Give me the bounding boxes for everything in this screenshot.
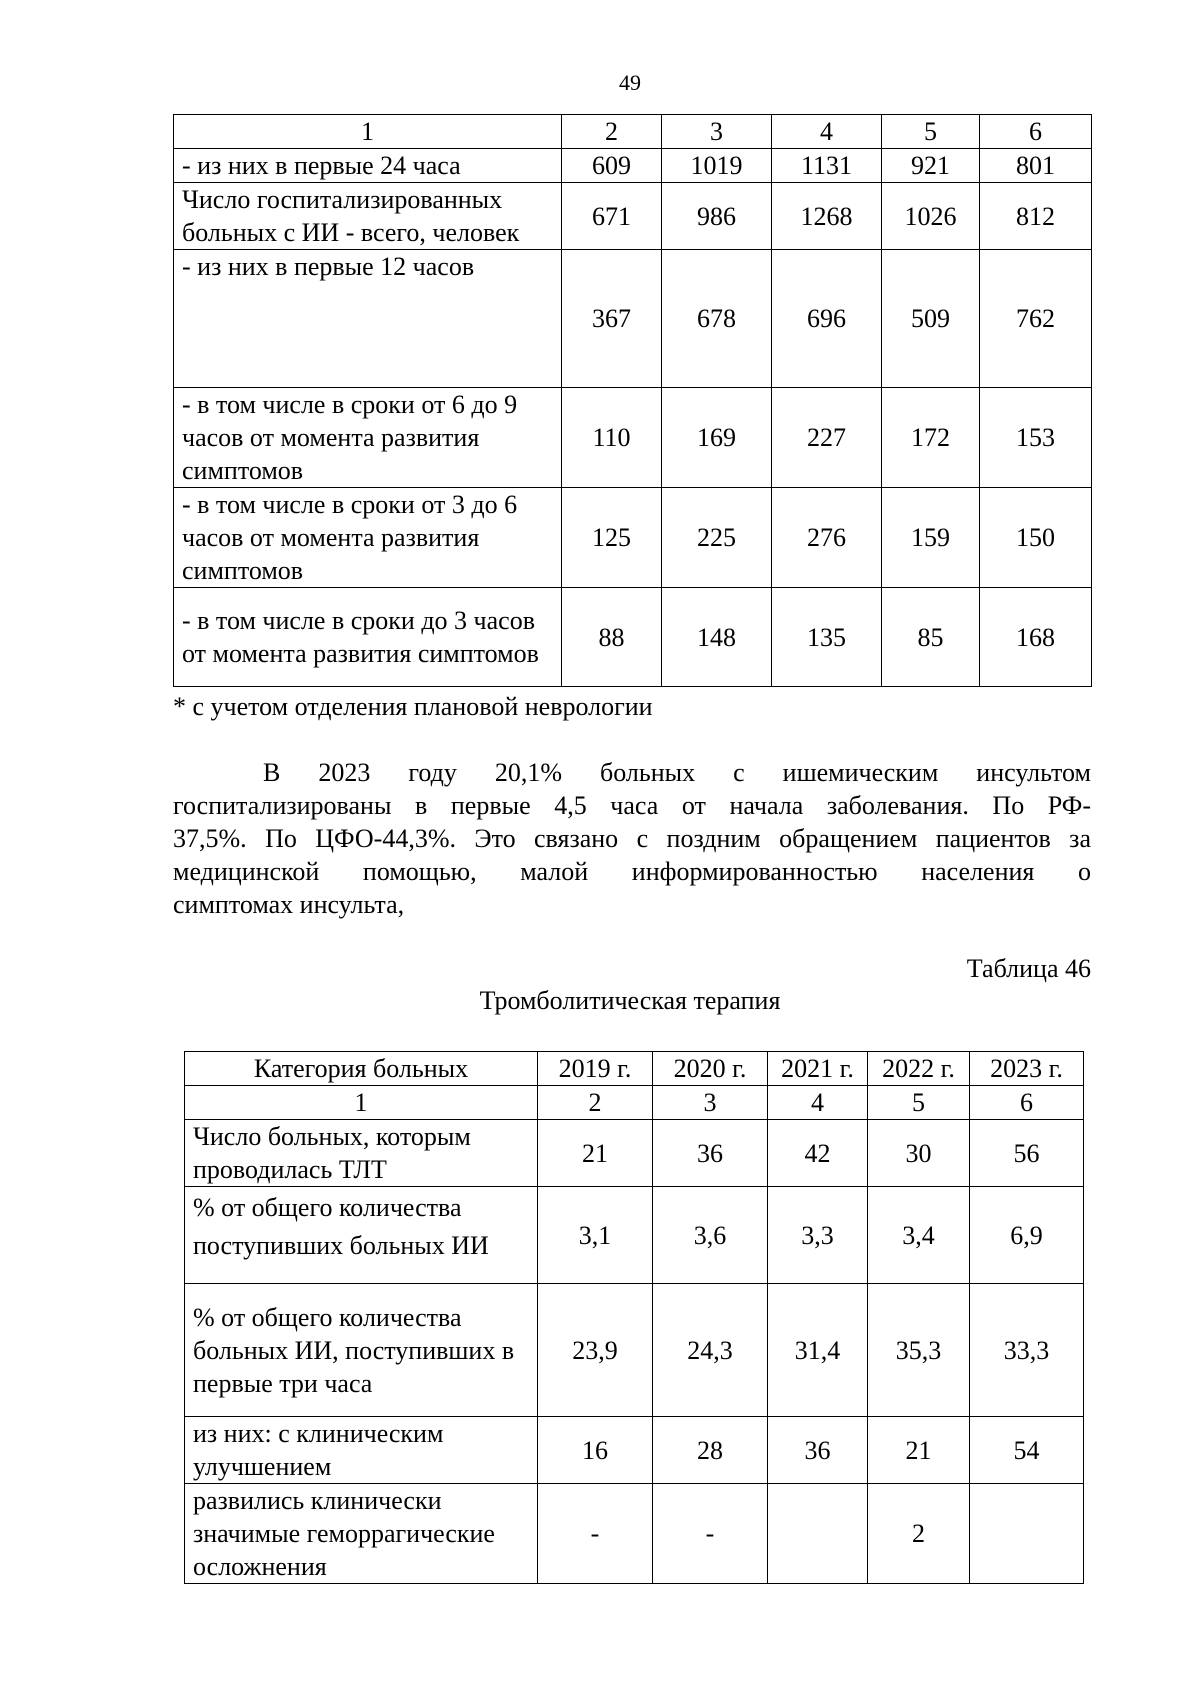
row-label: из них: с клиническим улучшением — [185, 1417, 538, 1484]
table-row — [174, 488, 1092, 588]
table-cell: 36 — [653, 1120, 768, 1187]
table-row — [185, 1120, 1084, 1187]
table-cell: 1026 — [882, 183, 980, 250]
table-cell: 812 — [980, 183, 1092, 250]
paragraph-line: госпитализированы в первые 4,5 часа от начала заболевания. По РФ- — [173, 791, 1091, 820]
table-cell: 276 — [772, 488, 882, 588]
column-number: 2 — [562, 115, 662, 149]
table-cell — [768, 1484, 868, 1584]
table-cell: 3,6 — [653, 1187, 768, 1284]
paragraph-line: симптомах инсульта, — [173, 890, 405, 919]
row-label: - в том числе в сроки до 3 часов от момента развития симптомов — [174, 588, 562, 687]
table-cell: 135 — [772, 588, 882, 687]
table-cell: 3,4 — [868, 1187, 970, 1284]
table-row — [174, 250, 1092, 388]
column-header: 2021 г. — [768, 1052, 868, 1086]
page-number: 49 — [619, 70, 641, 95]
row-label: - в том числе в сроки от 6 до 9 часов от момента развития симптомов — [174, 388, 562, 488]
table-row — [174, 183, 1092, 250]
table-cell — [970, 1484, 1084, 1584]
table-cell: 159 — [882, 488, 980, 588]
table-cell: 36 — [768, 1417, 868, 1484]
table-cell: 85 — [882, 588, 980, 687]
table-cell: 3,1 — [538, 1187, 653, 1284]
table-cell: 169 — [662, 388, 772, 488]
table-cell: 762 — [980, 250, 1092, 388]
table-index-row — [185, 1086, 1084, 1120]
table-cell: 801 — [980, 149, 1092, 183]
table-cell: 6,9 — [970, 1187, 1084, 1284]
table-cell: 110 — [562, 388, 662, 488]
paragraph-line: В 2023 году 20,1% больных с ишемическим инсультом — [263, 758, 1091, 787]
paragraph-line: 37,5%. По ЦФО-44,3%. Это связано с поздним обращением пациентов за — [173, 824, 1091, 853]
table-cell: 35,3 — [868, 1284, 970, 1417]
row-label: - в том числе в сроки от 3 до 6 часов от момента развития симптомов — [174, 488, 562, 588]
row-label: Число госпитализированных больных с ИИ - всего, человек — [174, 183, 562, 250]
row-label: % от общего количества поступивших больных ИИ — [185, 1187, 538, 1284]
column-header: 2022 г. — [868, 1052, 970, 1086]
table-cell: 986 — [662, 183, 772, 250]
table-cell: 30 — [868, 1120, 970, 1187]
table-header-row — [174, 115, 1092, 149]
table-row — [174, 588, 1092, 687]
table-cell: 153 — [980, 388, 1092, 488]
table-cell: 168 — [980, 588, 1092, 687]
table-cell: 609 — [562, 149, 662, 183]
row-label: Число больных, которым проводилась ТЛТ — [185, 1120, 538, 1187]
column-number: 5 — [868, 1086, 970, 1120]
column-number: 2 — [538, 1086, 653, 1120]
table-cell: 42 — [768, 1120, 868, 1187]
column-header: 2020 г. — [653, 1052, 768, 1086]
table-cell: 54 — [970, 1417, 1084, 1484]
table-cell: 696 — [772, 250, 882, 388]
column-header: 2019 г. — [538, 1052, 653, 1086]
table-row — [174, 388, 1092, 488]
table-cell: 1131 — [772, 149, 882, 183]
table-cell: 23,9 — [538, 1284, 653, 1417]
table-cell: 2 — [868, 1484, 970, 1584]
table-cell: 671 — [562, 183, 662, 250]
table-cell: 1268 — [772, 183, 882, 250]
column-number: 1 — [174, 115, 562, 149]
table-cell: 509 — [882, 250, 980, 388]
column-header: 2023 г. — [970, 1052, 1084, 1086]
table-row — [185, 1417, 1084, 1484]
row-label: % от общего количества больных ИИ, поступивших в первые три часа — [185, 1284, 538, 1417]
table-cell: 227 — [772, 388, 882, 488]
table-cell: 88 — [562, 588, 662, 687]
column-number: 6 — [970, 1086, 1084, 1120]
table-cell: 172 — [882, 388, 980, 488]
table-cell: 678 — [662, 250, 772, 388]
table-cell: 367 — [562, 250, 662, 388]
table-cell: 28 — [653, 1417, 768, 1484]
table-cell: - — [538, 1484, 653, 1584]
column-header: Категория больных — [185, 1052, 538, 1086]
thrombolytic-therapy-table — [184, 1051, 1084, 1584]
table-footnote: * с учетом отделения плановой неврологии — [173, 692, 653, 721]
table-cell: 125 — [562, 488, 662, 588]
column-number: 4 — [768, 1086, 868, 1120]
row-label: развились клинически значимые геморрагические осложнения — [185, 1484, 538, 1584]
column-number: 4 — [772, 115, 882, 149]
table-cell: 33,3 — [970, 1284, 1084, 1417]
table-title: Тромболитическая терапия — [479, 986, 781, 1015]
column-number: 1 — [185, 1086, 538, 1120]
table-cell: 21 — [538, 1120, 653, 1187]
table-cell: 150 — [980, 488, 1092, 588]
column-number: 3 — [653, 1086, 768, 1120]
row-label: - из них в первые 24 часа — [174, 149, 562, 183]
column-number: 5 — [882, 115, 980, 149]
table-cell: 16 — [538, 1417, 653, 1484]
table-cell: 1019 — [662, 149, 772, 183]
table-row — [185, 1187, 1084, 1284]
column-number: 6 — [980, 115, 1092, 149]
table-row — [174, 149, 1092, 183]
table-cell: 3,3 — [768, 1187, 868, 1284]
table-cell: 225 — [662, 488, 772, 588]
row-label: - из них в первые 12 часов — [174, 250, 562, 388]
body-paragraph — [173, 756, 1091, 921]
stroke-hospitalization-table — [173, 114, 1092, 687]
table-cell: 31,4 — [768, 1284, 868, 1417]
table-header-row — [185, 1052, 1084, 1086]
table-cell: 24,3 — [653, 1284, 768, 1417]
table-cell: - — [653, 1484, 768, 1584]
paragraph-line: медицинской помощью, малой информированностью населения о — [173, 857, 1091, 886]
table-cell: 921 — [882, 149, 980, 183]
column-number: 3 — [662, 115, 772, 149]
table-cell: 21 — [868, 1417, 970, 1484]
table-caption: Таблица 46 — [966, 954, 1091, 983]
table-row — [185, 1484, 1084, 1584]
table-cell: 56 — [970, 1120, 1084, 1187]
table-cell: 148 — [662, 588, 772, 687]
table-row — [185, 1284, 1084, 1417]
